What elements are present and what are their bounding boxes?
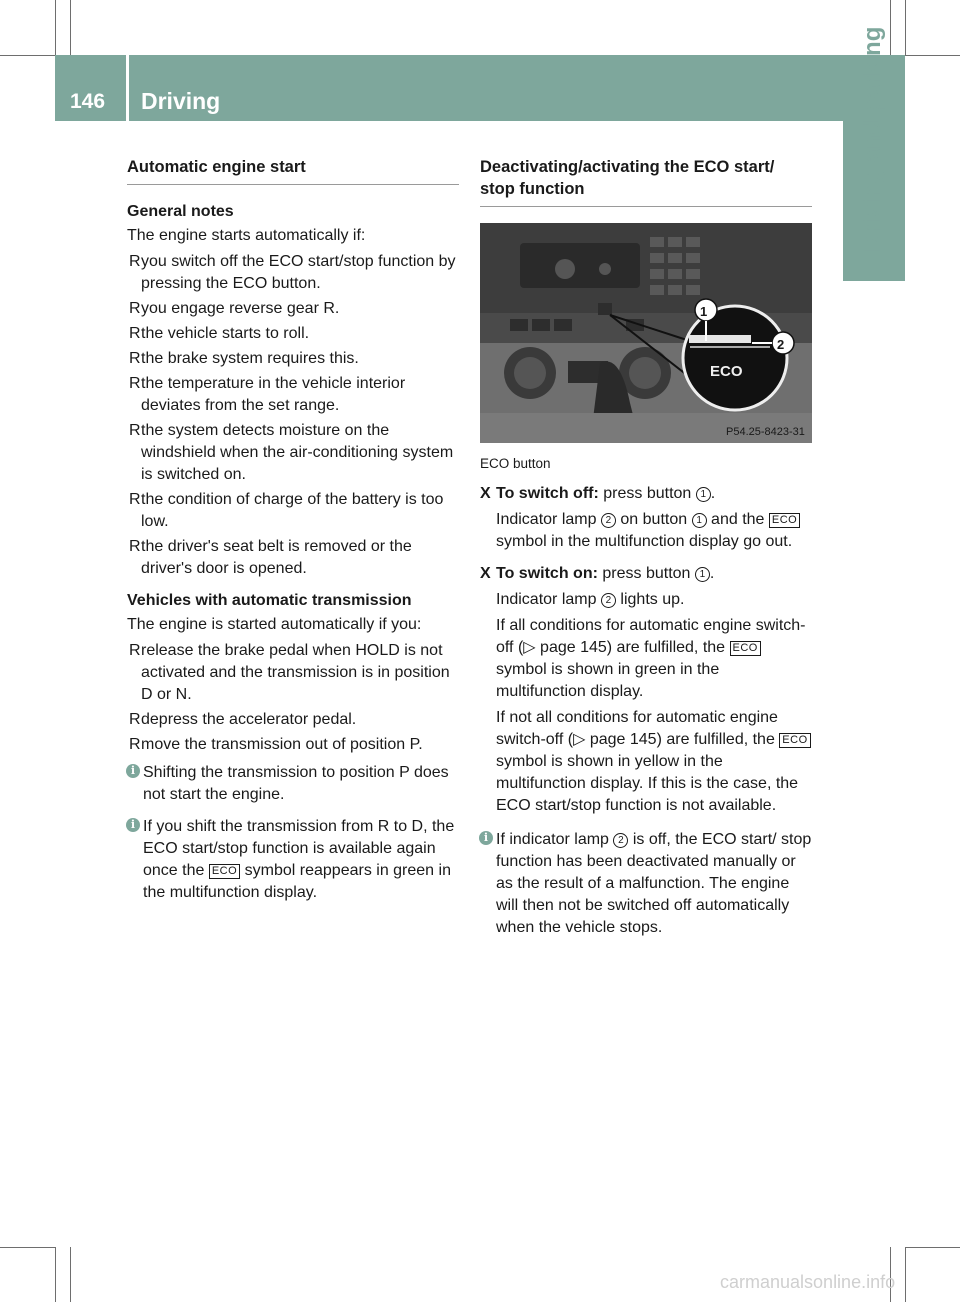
step-switch-off: X To switch off: press button 1 . — [480, 483, 812, 505]
crop-mark — [70, 0, 71, 55]
step-continuation: If all conditions for automatic engine switch-off (▷ page 145) are fulfilled, the ECO symbol is shown in green in the multifunction display. — [496, 617, 806, 700]
step-switch-on: X To switch on: press button 1 . — [480, 563, 812, 585]
step-continuation: If not all conditions for automatic engine switch-off (▷ page 145) are fulfilled, the ECO symbol is shown in yellow in the multifunction display. If this is the case, the ECO start/stop function is not available. — [480, 707, 812, 817]
crop-mark — [905, 0, 906, 55]
list-item: R you engage reverse gear R. — [127, 298, 459, 320]
auto-intro-text: The engine is started automatically if you: — [127, 616, 422, 633]
step-continuation: Indicator lamp 2 on button 1 and the ECO symbol in the multifunction display go out. — [480, 509, 812, 553]
list-item: R the system detects moisture on the windshield when the air-conditioning system is switched on. — [129, 422, 454, 483]
callout-1: 1 — [700, 304, 708, 319]
info-note: i If indicator lamp 2 is off, the ECO start/ stop function has been deactivated manually or as the result of a malfunction. The engine will then not be switched off automatically when the vehicle stops. — [480, 829, 812, 939]
bullet-icon: R — [129, 538, 141, 555]
list-item: R the temperature in the vehicle interior deviates from the set range. — [129, 375, 406, 414]
list-item: R the vehicle starts to roll. — [127, 323, 459, 345]
crop-mark — [905, 55, 960, 56]
section-heading: Deactivating/activating the ECO start/ stop function — [480, 140, 812, 207]
figure-code: P54.25-8423-31 — [726, 426, 805, 438]
info-icon: i — [479, 831, 493, 845]
bullet-icon: R — [129, 642, 141, 659]
intro-text: The engine starts automatically if: — [127, 227, 366, 244]
bullet-icon: R — [129, 422, 141, 439]
arrow-icon: X — [480, 565, 491, 582]
info-note: i If you shift the transmission from R to D, the ECO start/stop function is available again once the ECO symbol reappears in green in the multifunction display. — [127, 816, 459, 904]
bullet-icon: R — [129, 491, 141, 508]
callout-2: 2 — [777, 337, 785, 352]
eco-symbol-icon: ECO — [779, 733, 810, 748]
page-title: Driving — [141, 88, 221, 114]
bullet-icon: R — [129, 325, 141, 342]
bullet-icon: R — [129, 300, 141, 317]
watermark: carmanualsonline.info — [720, 1272, 896, 1292]
callout-1-icon: 1 — [696, 487, 711, 502]
list-item: R the driver's seat belt is removed or the driver's door is opened. — [129, 538, 412, 577]
arrow-icon: X — [480, 485, 491, 502]
header-separator — [126, 55, 129, 121]
info-note: i Shifting the transmission to position P does not start the engine. — [127, 762, 459, 806]
left-column — [127, 140, 459, 914]
page-number: 146 — [70, 90, 106, 113]
bullet-icon: R — [129, 350, 141, 367]
subheading-automatic-transmission: Vehicles with automatic transmission — [127, 592, 412, 609]
side-tab-label: Driving and parking — [859, 26, 886, 252]
crop-mark — [55, 1247, 56, 1302]
section-heading: Automatic engine start — [127, 140, 459, 185]
eco-symbol-icon: ECO — [209, 864, 240, 879]
info-icon: i — [126, 818, 140, 832]
callout-1-icon: 1 — [692, 513, 707, 528]
bullet-icon: R — [129, 375, 141, 392]
callout-2-icon: 2 — [601, 593, 616, 608]
step-continuation: Indicator lamp 2 lights up. — [496, 591, 685, 608]
right-column — [480, 140, 812, 949]
auto-condition-list — [127, 640, 459, 756]
bullet-icon: R — [129, 711, 141, 728]
eco-button-figure — [480, 223, 812, 443]
list-item: R the condition of charge of the battery is too low. — [129, 491, 444, 530]
list-item: R the brake system requires this. — [127, 348, 459, 370]
bullet-icon: R — [129, 736, 141, 753]
subheading-general-notes: General notes — [127, 203, 234, 220]
list-item: R release the brake pedal when HOLD is not activated and the transmission is in position D or N. — [129, 642, 450, 703]
crop-mark — [905, 1247, 906, 1302]
callout-1-icon: 1 — [695, 567, 710, 582]
bullet-icon: R — [129, 253, 141, 270]
eco-symbol-icon: ECO — [730, 641, 761, 656]
crop-mark — [890, 0, 891, 55]
page-reference-icon: ▷ — [523, 639, 536, 656]
condition-list — [127, 251, 459, 580]
crop-mark — [70, 1247, 71, 1302]
list-item: R depress the accelerator pedal. — [127, 709, 459, 731]
list-item: R you switch off the ECO start/stop function by pressing the ECO button. — [129, 253, 456, 292]
eco-button-label: ECO — [710, 363, 743, 380]
callout-2-icon: 2 — [601, 513, 616, 528]
crop-mark — [55, 0, 56, 55]
eco-button-photo — [480, 223, 812, 443]
page-reference-icon: ▷ — [573, 731, 586, 748]
crop-mark — [0, 1247, 55, 1248]
figure-caption: ECO button — [480, 456, 551, 471]
info-icon: i — [126, 764, 140, 778]
crop-mark — [0, 55, 55, 56]
list-item: R move the transmission out of position P. — [127, 734, 459, 756]
eco-symbol-icon: ECO — [769, 513, 800, 528]
callout-2-icon: 2 — [613, 833, 628, 848]
crop-mark — [905, 1247, 960, 1248]
